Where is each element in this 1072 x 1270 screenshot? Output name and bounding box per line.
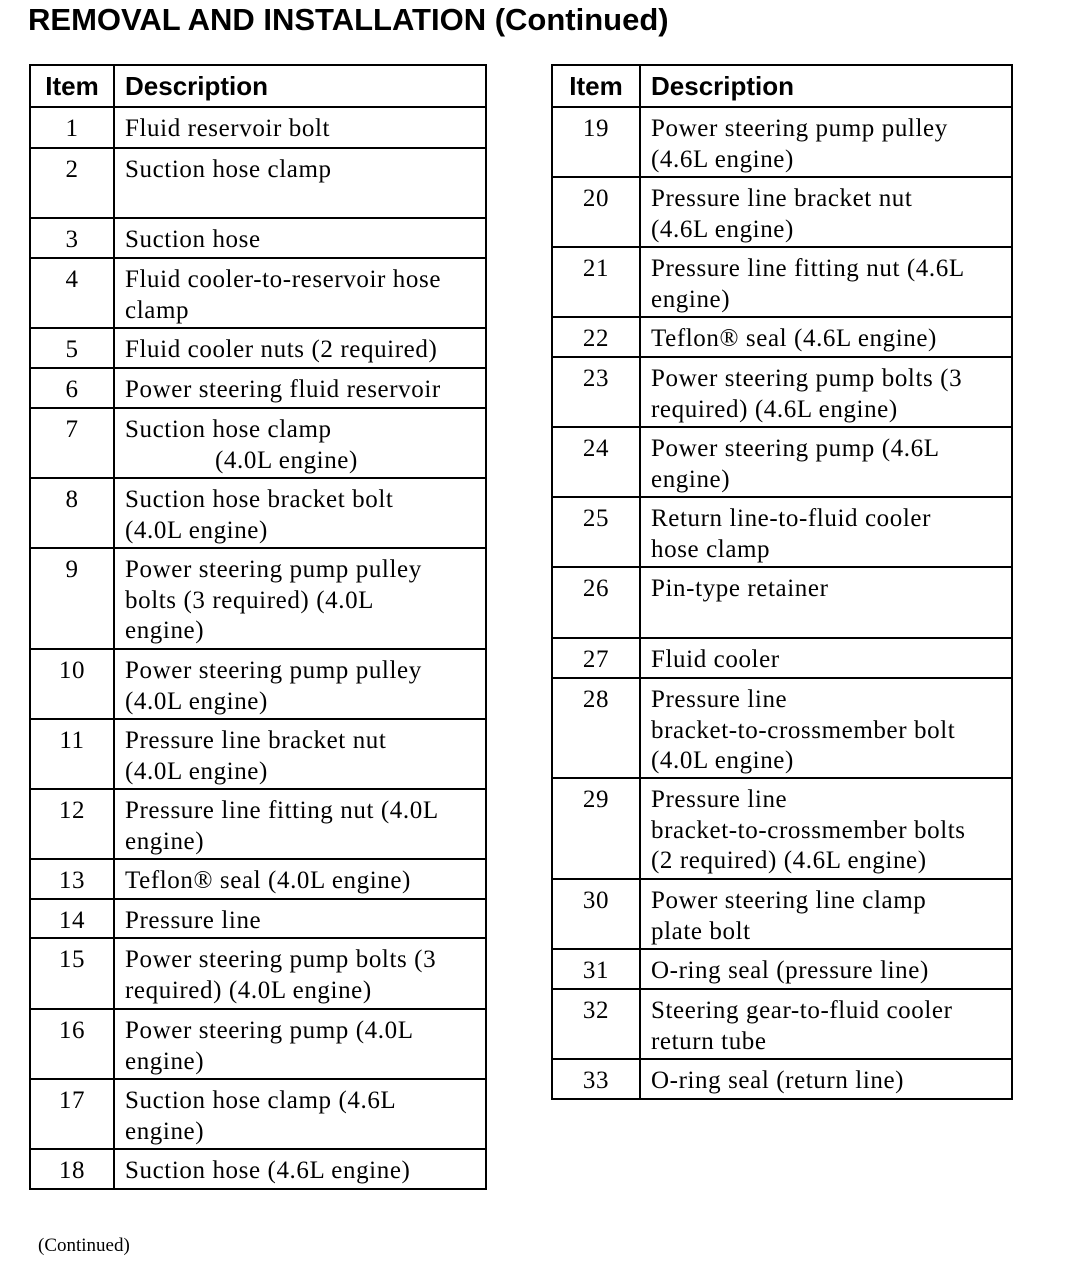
table-row xyxy=(552,427,1012,497)
description-line: Suction hose bracket bolt xyxy=(125,486,394,513)
table-row xyxy=(30,148,486,218)
item-description xyxy=(114,1079,486,1149)
item-number: 29 xyxy=(552,778,640,879)
item-number: 11 xyxy=(30,719,114,789)
description-line: required) (4.6L engine) xyxy=(651,395,898,423)
table-row xyxy=(30,1009,486,1079)
item-description xyxy=(114,328,486,368)
table-row xyxy=(30,1149,486,1189)
description-line: engine) xyxy=(651,465,731,493)
description-line: Power steering fluid reservoir xyxy=(125,376,441,403)
column-header-item: Item xyxy=(552,65,640,107)
item-number: 1 xyxy=(30,107,114,148)
description-line: (4.0L engine) xyxy=(215,446,358,474)
item-description xyxy=(114,938,486,1009)
table-row xyxy=(552,177,1012,247)
description-line: Fluid reservoir bolt xyxy=(125,115,331,142)
description-line: Power steering pump bolts (3 xyxy=(125,946,437,973)
item-number: 5 xyxy=(30,328,114,368)
description-line: required) (4.0L engine) xyxy=(125,976,372,1004)
description-line: Suction hose (4.6L engine) xyxy=(125,1157,411,1184)
item-number: 25 xyxy=(552,497,640,567)
description-line: Pressure line bracket nut xyxy=(125,727,387,754)
description-line: Pressure line fitting nut (4.6L xyxy=(651,255,965,282)
item-number: 21 xyxy=(552,247,640,317)
item-description xyxy=(114,1149,486,1189)
item-description xyxy=(640,678,1012,778)
item-description xyxy=(114,258,486,328)
item-description xyxy=(640,177,1012,247)
parts-table-right xyxy=(551,64,1013,1100)
description-line: (4.0L engine) xyxy=(125,757,268,785)
table-row xyxy=(552,1059,1012,1099)
description-line: Steering gear-to-fluid cooler xyxy=(651,997,953,1024)
item-description xyxy=(114,368,486,408)
table-row xyxy=(552,317,1012,357)
description-line: return tube xyxy=(651,1027,767,1055)
item-number: 7 xyxy=(30,408,114,478)
table-row xyxy=(552,678,1012,778)
description-line: Power steering pump pulley xyxy=(651,115,948,142)
description-line: Power steering pump bolts (3 xyxy=(651,365,963,392)
description-line: engine) xyxy=(125,1047,205,1075)
description-line: engine) xyxy=(125,827,205,855)
item-number: 28 xyxy=(552,678,640,778)
item-number: 13 xyxy=(30,859,114,899)
description-line: O-ring seal (pressure line) xyxy=(651,957,929,984)
description-line: hose clamp xyxy=(651,535,771,563)
table-row xyxy=(30,1079,486,1149)
description-line: Suction hose clamp (4.6L xyxy=(125,1087,397,1114)
item-number: 6 xyxy=(30,368,114,408)
table-row xyxy=(30,368,486,408)
table-header-row xyxy=(552,65,1012,107)
item-number: 27 xyxy=(552,638,640,678)
description-line: Pressure line fitting nut (4.0L xyxy=(125,797,439,824)
description-line: engine) xyxy=(651,285,731,313)
description-line: Suction hose clamp xyxy=(125,416,332,443)
description-line: Suction hose xyxy=(125,226,261,253)
table-row xyxy=(30,899,486,938)
item-description xyxy=(114,408,486,478)
parts-table-left xyxy=(29,64,487,1190)
item-description xyxy=(640,357,1012,427)
item-description xyxy=(640,317,1012,357)
description-line: Pressure line xyxy=(651,786,788,813)
description-line: bracket-to-crossmember bolt xyxy=(651,716,956,744)
description-line: Power steering pump pulley xyxy=(125,657,422,684)
table-row xyxy=(30,548,486,649)
item-description xyxy=(114,148,486,218)
item-description xyxy=(640,567,1012,638)
continued-note: (Continued) xyxy=(38,1235,130,1256)
item-description xyxy=(114,859,486,899)
table-row xyxy=(552,778,1012,879)
item-description xyxy=(640,989,1012,1059)
description-line: (4.0L engine) xyxy=(651,747,794,774)
item-number: 19 xyxy=(552,107,640,177)
table-row xyxy=(552,247,1012,317)
description-line: bolts (3 required) (4.0L xyxy=(125,586,375,614)
item-number: 22 xyxy=(552,317,640,357)
table-row xyxy=(552,879,1012,949)
description-line: Pressure line xyxy=(125,907,262,934)
table-row xyxy=(30,258,486,328)
item-number: 24 xyxy=(552,427,640,497)
description-line: Teflon® seal (4.6L engine) xyxy=(651,325,937,352)
item-number: 12 xyxy=(30,789,114,859)
item-description xyxy=(114,1009,486,1079)
item-number: 33 xyxy=(552,1059,640,1099)
description-line: (2 required) (4.6L engine) xyxy=(651,847,927,874)
item-description xyxy=(114,719,486,789)
item-number: 14 xyxy=(30,899,114,938)
description-line: plate bolt xyxy=(651,917,751,945)
page-title: REMOVAL AND INSTALLATION (Continued) xyxy=(28,2,669,37)
description-line: Power steering pump (4.0L xyxy=(125,1017,414,1044)
item-description xyxy=(114,478,486,548)
description-line: Teflon® seal (4.0L engine) xyxy=(125,867,411,894)
item-number: 17 xyxy=(30,1079,114,1149)
description-line: engine) xyxy=(125,1117,205,1145)
description-line: O-ring seal (return line) xyxy=(651,1067,905,1094)
table-row xyxy=(30,218,486,258)
item-number: 32 xyxy=(552,989,640,1059)
table-row xyxy=(552,497,1012,567)
description-line: bracket-to-crossmember bolts xyxy=(651,816,966,844)
item-number: 10 xyxy=(30,649,114,719)
item-description xyxy=(640,949,1012,989)
table-row xyxy=(552,567,1012,638)
table-header-row xyxy=(30,65,486,107)
description-line: engine) xyxy=(125,617,205,644)
item-number: 4 xyxy=(30,258,114,328)
item-number: 20 xyxy=(552,177,640,247)
table-row xyxy=(30,859,486,899)
table-row xyxy=(552,357,1012,427)
description-line: Pin-type retainer xyxy=(651,575,829,602)
table-row xyxy=(30,789,486,859)
description-line: Return line-to-fluid cooler xyxy=(651,505,932,532)
description-line: Power steering pump pulley xyxy=(125,556,422,583)
table-row xyxy=(30,328,486,368)
item-number: 31 xyxy=(552,949,640,989)
item-description xyxy=(114,649,486,719)
item-description xyxy=(114,548,486,649)
table-row xyxy=(30,938,486,1009)
item-number: 2 xyxy=(30,148,114,218)
description-line: (4.6L engine) xyxy=(651,215,794,243)
description-line: (4.6L engine) xyxy=(651,145,794,173)
item-description xyxy=(640,778,1012,879)
table-row xyxy=(30,649,486,719)
table-row xyxy=(30,408,486,478)
description-line: Suction hose clamp xyxy=(125,156,332,183)
description-line: clamp xyxy=(125,296,190,324)
table-row xyxy=(552,949,1012,989)
table-row xyxy=(552,638,1012,678)
item-description xyxy=(640,638,1012,678)
description-line: Fluid cooler-to-reservoir hose xyxy=(125,266,442,293)
item-number: 18 xyxy=(30,1149,114,1189)
description-line: Power steering line clamp xyxy=(651,887,927,914)
table-row xyxy=(30,719,486,789)
item-number: 3 xyxy=(30,218,114,258)
item-number: 8 xyxy=(30,478,114,548)
item-number: 15 xyxy=(30,938,114,1009)
item-description xyxy=(640,497,1012,567)
item-number: 30 xyxy=(552,879,640,949)
item-number: 26 xyxy=(552,567,640,638)
description-line: Fluid cooler nuts (2 required) xyxy=(125,336,438,363)
column-header-item: Item xyxy=(30,65,114,107)
description-line: Pressure line bracket nut xyxy=(651,185,913,212)
column-header-description: Description xyxy=(114,65,486,107)
item-number: 23 xyxy=(552,357,640,427)
item-number: 16 xyxy=(30,1009,114,1079)
table-row xyxy=(552,989,1012,1059)
description-line: Fluid cooler xyxy=(651,646,780,673)
description-line: (4.0L engine) xyxy=(125,687,268,715)
item-description xyxy=(640,107,1012,177)
description-line: Power steering pump (4.6L xyxy=(651,435,940,462)
item-description xyxy=(114,789,486,859)
table-row xyxy=(552,107,1012,177)
item-number: 9 xyxy=(30,548,114,649)
item-description xyxy=(640,247,1012,317)
column-header-description: Description xyxy=(640,65,1012,107)
description-line: (4.0L engine) xyxy=(125,516,268,544)
item-description xyxy=(114,107,486,148)
item-description xyxy=(640,879,1012,949)
table-row xyxy=(30,107,486,148)
item-description xyxy=(640,1059,1012,1099)
item-description xyxy=(114,899,486,938)
item-description xyxy=(640,427,1012,497)
table-row xyxy=(30,478,486,548)
description-line: Pressure line xyxy=(651,686,788,713)
item-description xyxy=(114,218,486,258)
